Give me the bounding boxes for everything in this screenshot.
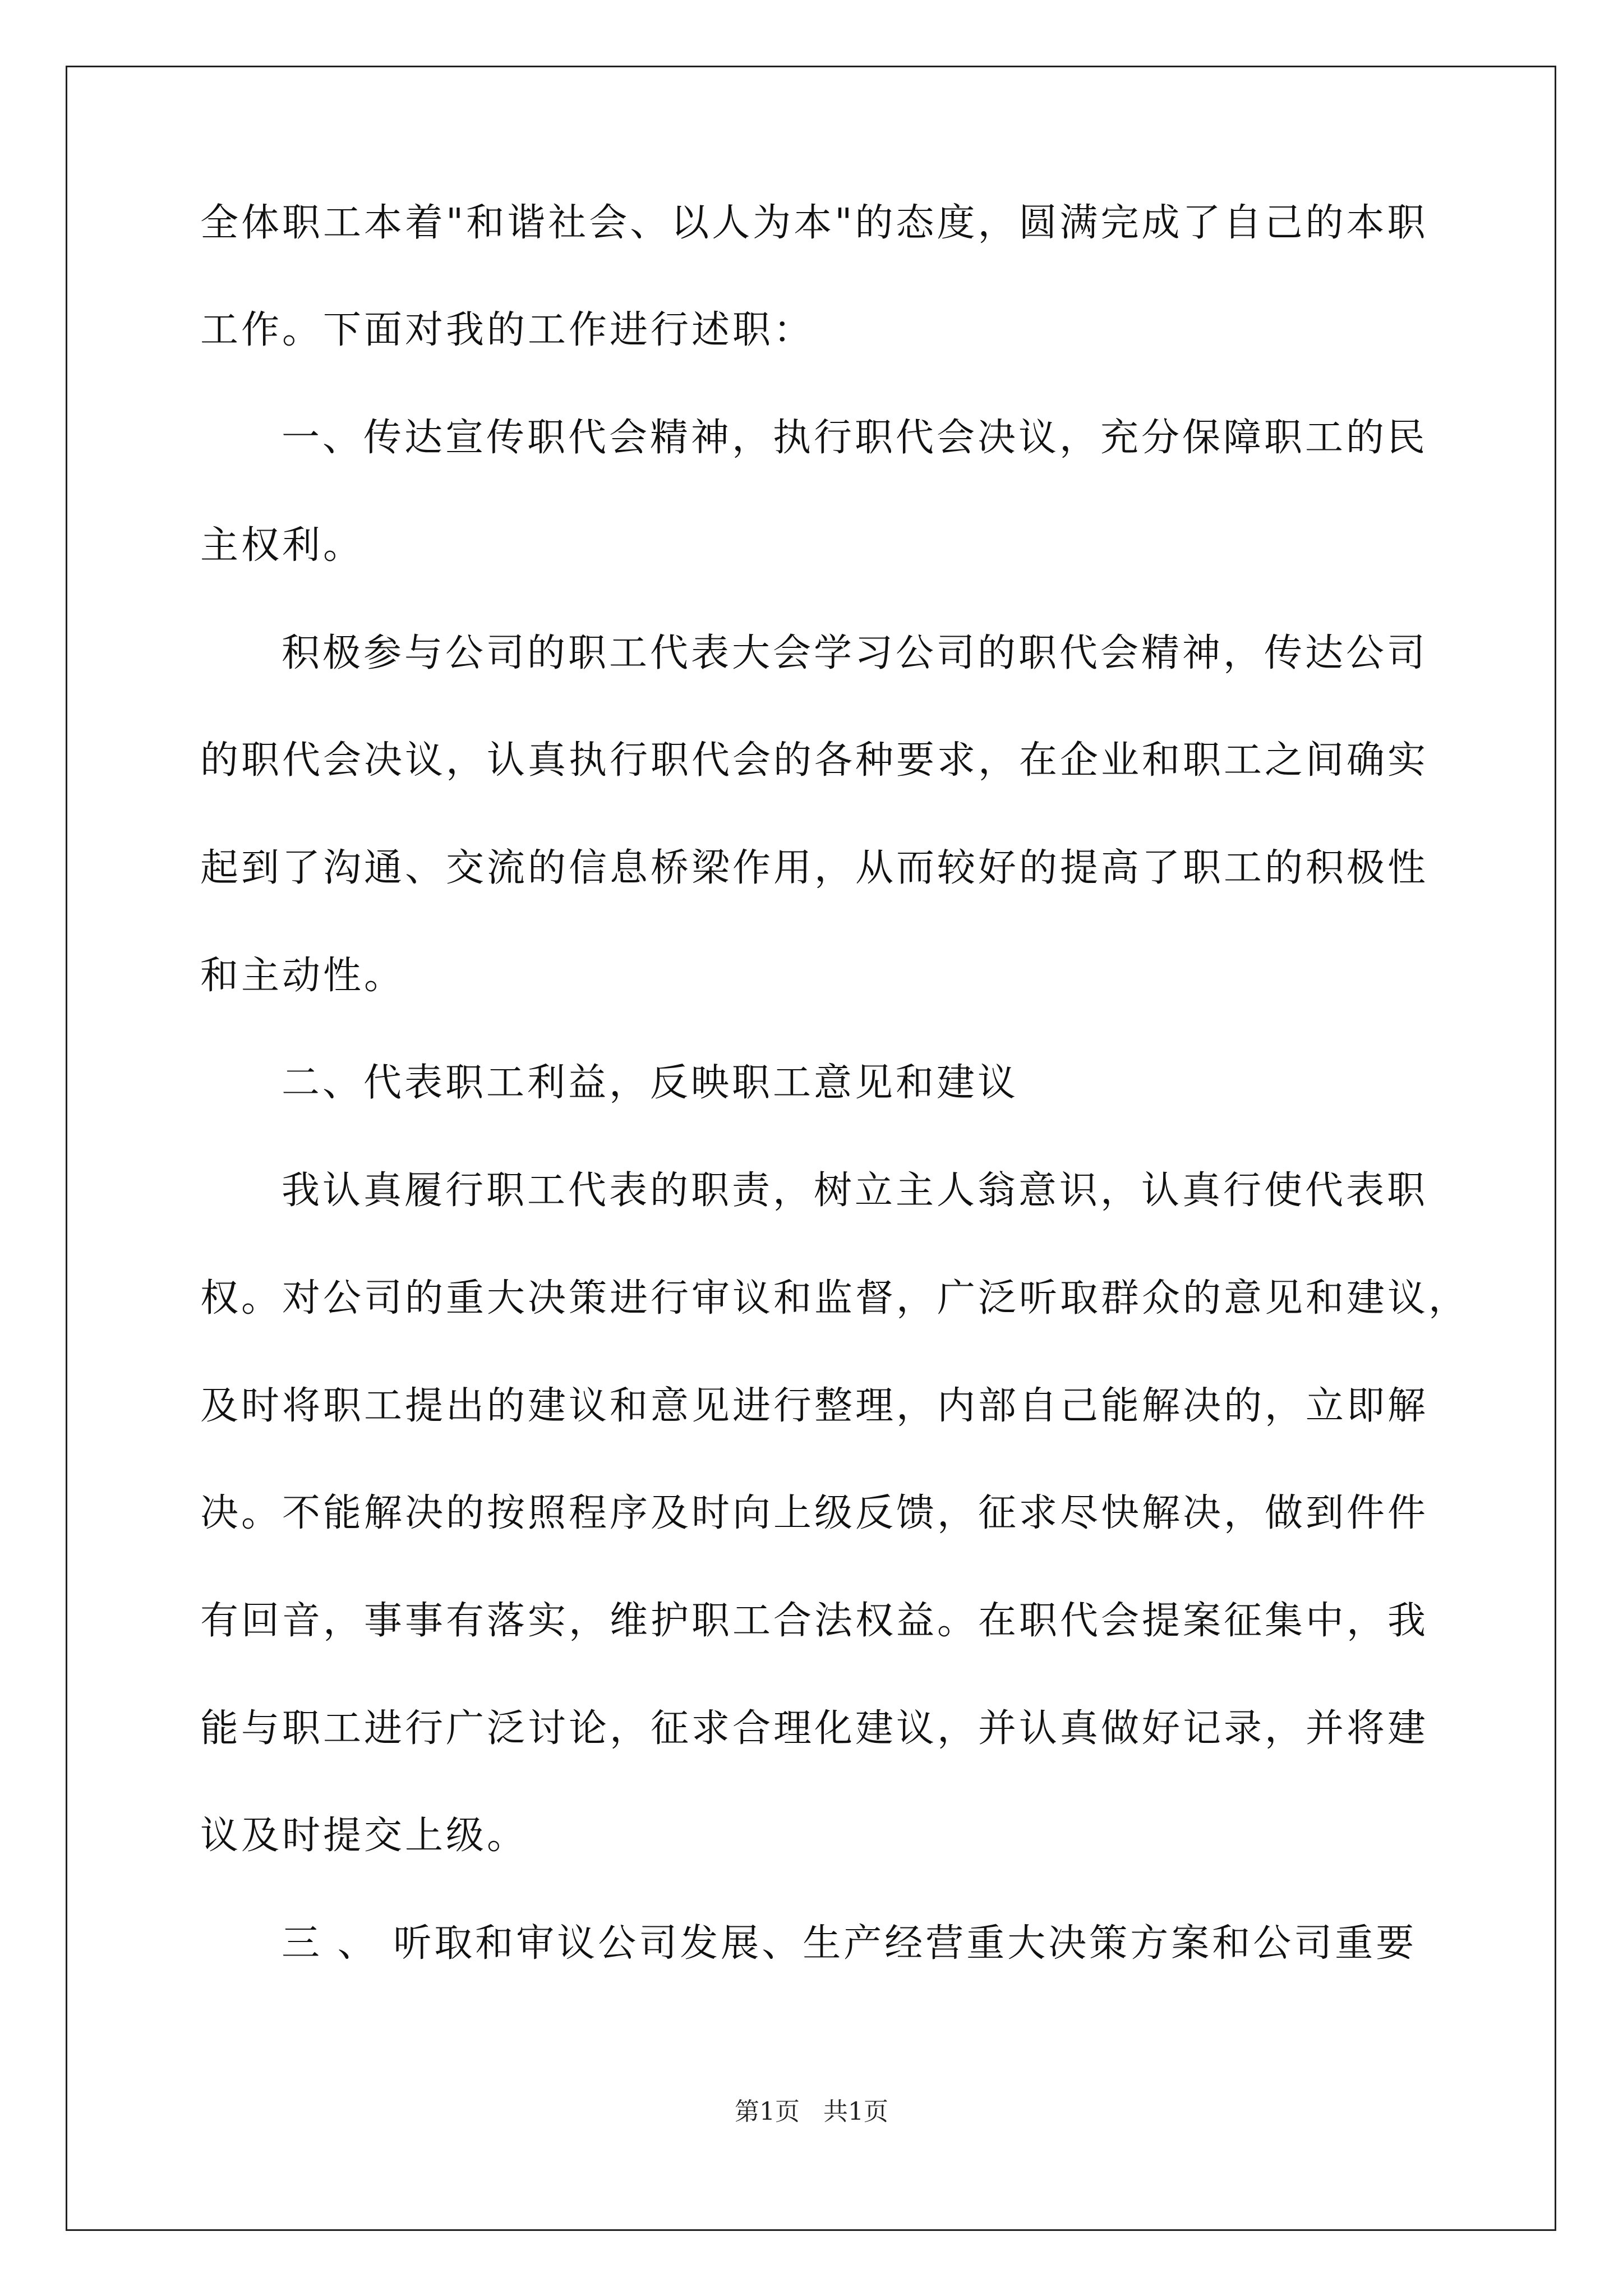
text-line: 主权利。 xyxy=(200,523,365,568)
text-line: 议及时提交上级。 xyxy=(200,1814,528,1858)
text-line: 积极参与公司的职工代表大会学习公司的职代会精神，传达公司 xyxy=(282,631,1428,675)
section-heading-3: 三 、 听取和审议公司发展、生产经营重大决策方案和公司重要 xyxy=(282,1921,1417,1966)
text-line: 全体职工本着"和谐社会、以人为本"的态度，圆满完成了自己的本职 xyxy=(200,201,1428,245)
text-line: 起到了沟通、交流的信息桥梁作用，从而较好的提高了职工的积极性 xyxy=(200,846,1429,890)
text-line: 和主动性。 xyxy=(200,954,405,998)
text-line: 及时将职工提出的建议和意见进行整理，内部自己能解决的，立即解 xyxy=(200,1384,1429,1428)
page-border xyxy=(66,66,1556,2231)
section-heading-1: 一、传达宣传职代会精神，执行职代会决议，充分保障职工的民 xyxy=(282,416,1428,460)
text-line: 我认真履行职工代表的职责，树立主人翁意识，认真行使代表职 xyxy=(282,1168,1428,1213)
text-line: 有回音，事事有落实，维护职工合法权益。在职代会提案征集中，我 xyxy=(200,1599,1429,1643)
text-line: 能与职工进行广泛讨论，征求合理化建议，并认真做好记录，并将建 xyxy=(200,1706,1429,1751)
text-line: 工作。下面对我的工作进行述职： xyxy=(200,308,815,352)
text-line: 决。不能解决的按照程序及时向上级反馈，征求尽快解决，做到件件 xyxy=(200,1491,1429,1535)
section-heading-2: 二、代表职工利益，反映职工意见和建议 xyxy=(282,1061,1019,1105)
text-line: 的职代会决议，认真执行职代会的各种要求，在企业和职工之间确实 xyxy=(200,738,1429,783)
text-line: 权。对公司的重大决策进行审议和监督，广泛听取群众的意见和建议， xyxy=(200,1276,1470,1320)
page-number: 第1页 共1页 xyxy=(735,2097,888,2126)
